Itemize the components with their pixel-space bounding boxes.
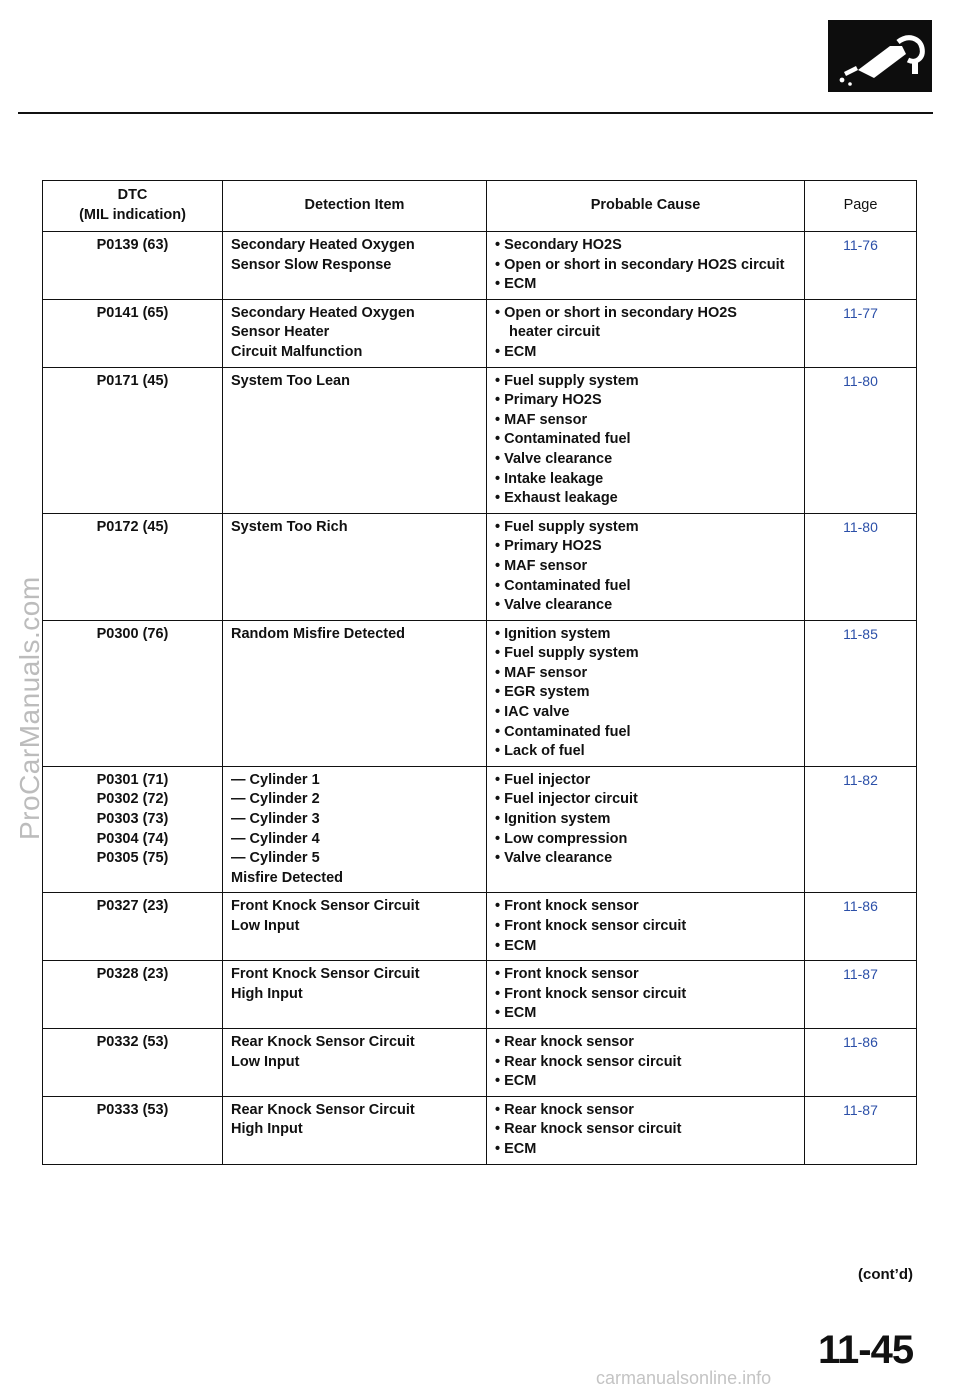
- header-rule: [18, 112, 933, 114]
- probable-cause-line: • ECM: [495, 276, 537, 293]
- page-number: 11-45: [818, 1328, 914, 1372]
- continued-label: (cont’d): [858, 1266, 913, 1283]
- detection-item-cell: [223, 1096, 487, 1164]
- table-row: [43, 893, 917, 961]
- table-row: [43, 1096, 917, 1164]
- dtc-code: P0172 (45): [96, 518, 169, 535]
- probable-cause-line: • Low compression: [495, 830, 628, 847]
- detection-item-cell: [223, 513, 487, 620]
- table-row: [43, 367, 917, 513]
- probable-cause-line: heater circuit: [509, 324, 601, 341]
- dtc-code-cell: [43, 1028, 223, 1096]
- dtc-code-cell: [43, 367, 223, 513]
- probable-cause-line: • IAC valve: [495, 704, 570, 721]
- page-ref-link[interactable]: 11-86: [805, 1028, 917, 1096]
- dtc-code: P0300 (76): [96, 625, 169, 642]
- probable-cause-line: • Fuel injector circuit: [495, 791, 638, 808]
- probable-cause-cell: [487, 232, 805, 300]
- probable-cause-line: • Intake leakage: [495, 470, 604, 487]
- dtc-table: [42, 180, 917, 1165]
- probable-cause-line: • Front knock sensor circuit: [495, 918, 687, 934]
- table-row: [43, 232, 917, 300]
- detection-item-line: Secondary Heated Oxygen: [231, 304, 415, 321]
- probable-cause-line: • Primary HO2S: [495, 392, 602, 409]
- detection-item-cell: [223, 299, 487, 367]
- probable-cause-line: • Fuel injector: [495, 771, 591, 788]
- probable-cause-line: • ECM: [495, 937, 537, 954]
- detection-item-line: Front Knock Sensor Circuit: [231, 966, 420, 983]
- table-header-row: [43, 181, 917, 232]
- probable-cause-line: • Open or short in secondary HO2S circuit: [495, 256, 785, 273]
- dtc-code-cell: [43, 620, 223, 766]
- probable-cause-line: • Rear knock sensor circuit: [495, 1053, 682, 1070]
- probable-cause-line: • Valve clearance: [495, 450, 613, 467]
- table-row: [43, 620, 917, 766]
- probable-cause-line: • ECM: [495, 1140, 537, 1157]
- detection-item-line: Circuit Malfunction: [231, 343, 363, 360]
- table-row: [43, 513, 917, 620]
- header-detection-item: Detection Item: [223, 181, 487, 232]
- dtc-code-cell: [43, 961, 223, 1029]
- dtc-code: P0305 (75): [96, 850, 169, 867]
- detection-item-line: Sensor Heater: [231, 324, 330, 341]
- probable-cause-cell: [487, 961, 805, 1029]
- detection-item-cell: [223, 766, 487, 893]
- table-row: [43, 299, 917, 367]
- detection-item-line: — Cylinder 3: [231, 811, 320, 828]
- dtc-code: P0304 (74): [96, 830, 169, 847]
- detection-item-line: Random Misfire Detected: [231, 625, 406, 642]
- detection-item-line: System Too Lean: [231, 372, 350, 389]
- dtc-code-cell: [43, 232, 223, 300]
- detection-item-line: — Cylinder 1: [231, 771, 320, 788]
- page-ref-link[interactable]: 11-87: [805, 1096, 917, 1164]
- header-dtc: [43, 181, 223, 232]
- probable-cause-line: • Secondary HO2S: [495, 237, 622, 253]
- fuel-nozzle-icon: [828, 20, 932, 92]
- probable-cause-line: • Contaminated fuel: [495, 577, 631, 594]
- probable-cause-cell: [487, 620, 805, 766]
- page-ref-link[interactable]: 11-80: [805, 513, 917, 620]
- probable-cause-cell: [487, 513, 805, 620]
- dtc-code: P0332 (53): [96, 1033, 169, 1050]
- probable-cause-line: • Fuel supply system: [495, 645, 639, 662]
- probable-cause-line: • Rear knock sensor: [495, 1101, 634, 1118]
- dtc-code: P0333 (53): [96, 1101, 169, 1118]
- probable-cause-line: • EGR system: [495, 684, 590, 701]
- page-ref-link[interactable]: 11-87: [805, 961, 917, 1029]
- dtc-code: P0139 (63): [96, 237, 169, 253]
- detection-item-line: Rear Knock Sensor Circuit: [231, 1101, 415, 1118]
- page-ref-link[interactable]: 11-77: [805, 299, 917, 367]
- detection-item-line: High Input: [231, 985, 303, 1002]
- header-dtc-line: (MIL indication): [79, 207, 186, 223]
- probable-cause-cell: [487, 299, 805, 367]
- dtc-table-body: [43, 232, 917, 1165]
- probable-cause-line: • ECM: [495, 1073, 537, 1090]
- probable-cause-line: • Contaminated fuel: [495, 431, 631, 448]
- header-probable-cause: Probable Cause: [487, 181, 805, 232]
- detection-item-line: Low Input: [231, 918, 300, 934]
- detection-item-line: — Cylinder 5: [231, 850, 320, 867]
- probable-cause-line: • Exhaust leakage: [495, 490, 618, 507]
- probable-cause-line: • Primary HO2S: [495, 538, 602, 555]
- detection-item-cell: [223, 1028, 487, 1096]
- dtc-code-cell: [43, 513, 223, 620]
- page-ref-link[interactable]: 11-76: [805, 232, 917, 300]
- dtc-code-cell: [43, 299, 223, 367]
- dtc-code-cell: [43, 893, 223, 961]
- detection-item-line: Low Input: [231, 1053, 300, 1070]
- dtc-code: P0301 (71): [96, 771, 169, 788]
- probable-cause-line: • ECM: [495, 343, 537, 360]
- probable-cause-line: • Rear knock sensor circuit: [495, 1121, 682, 1138]
- detection-item-line: Sensor Slow Response: [231, 256, 392, 273]
- detection-item-line: System Too Rich: [231, 518, 348, 535]
- probable-cause-line: • Fuel supply system: [495, 518, 639, 535]
- header-page: Page: [805, 181, 917, 232]
- probable-cause-line: • Valve clearance: [495, 597, 613, 614]
- detection-item-cell: [223, 367, 487, 513]
- probable-cause-cell: [487, 1028, 805, 1096]
- probable-cause-line: • Ignition system: [495, 811, 611, 828]
- table-row: [43, 766, 917, 893]
- dtc-code: P0303 (73): [96, 811, 169, 828]
- detection-item-line: Rear Knock Sensor Circuit: [231, 1033, 415, 1050]
- detection-item-cell: [223, 232, 487, 300]
- probable-cause-line: • Front knock sensor: [495, 898, 639, 915]
- detection-item-line: — Cylinder 4: [231, 830, 320, 847]
- header-dtc-line: DTC: [117, 187, 148, 204]
- probable-cause-line: • Front knock sensor: [495, 966, 639, 983]
- detection-item-line: Front Knock Sensor Circuit: [231, 898, 420, 915]
- probable-cause-line: • Open or short in secondary HO2S: [495, 304, 737, 321]
- detection-item-cell: [223, 620, 487, 766]
- page-ref-link[interactable]: 11-82: [805, 766, 917, 893]
- probable-cause-line: • Ignition system: [495, 625, 611, 642]
- detection-item-line: High Input: [231, 1121, 303, 1138]
- detection-item-cell: [223, 961, 487, 1029]
- probable-cause-line: • MAF sensor: [495, 664, 588, 681]
- dtc-code-cell: [43, 766, 223, 893]
- detection-item-cell: [223, 893, 487, 961]
- probable-cause-line: • Front knock sensor circuit: [495, 985, 687, 1002]
- probable-cause-cell: [487, 766, 805, 893]
- probable-cause-line: • ECM: [495, 1005, 537, 1022]
- dtc-code-cell: [43, 1096, 223, 1164]
- dtc-code: P0327 (23): [96, 898, 169, 915]
- probable-cause-line: • MAF sensor: [495, 411, 588, 428]
- dtc-code: P0328 (23): [96, 966, 169, 983]
- detection-item-line: — Cylinder 2: [231, 791, 320, 808]
- table-row: [43, 1028, 917, 1096]
- page-ref-link[interactable]: 11-80: [805, 367, 917, 513]
- dtc-code: P0141 (65): [96, 304, 169, 321]
- probable-cause-line: • Lack of fuel: [495, 743, 585, 760]
- probable-cause-cell: [487, 893, 805, 961]
- dtc-code: P0171 (45): [96, 372, 169, 389]
- table-row: [43, 961, 917, 1029]
- page-ref-link[interactable]: 11-86: [805, 893, 917, 961]
- probable-cause-line: • MAF sensor: [495, 557, 588, 574]
- probable-cause-line: • Rear knock sensor: [495, 1033, 634, 1050]
- probable-cause-cell: [487, 367, 805, 513]
- probable-cause-line: • Contaminated fuel: [495, 723, 631, 740]
- side-watermark: ProCarManuals.com: [14, 576, 45, 840]
- probable-cause-cell: [487, 1096, 805, 1164]
- detection-item-line: Misfire Detected: [231, 869, 344, 886]
- footer-watermark: carmanualsonline.info: [596, 1368, 772, 1388]
- page-ref-link[interactable]: 11-85: [805, 620, 917, 766]
- dtc-code: P0302 (72): [96, 791, 169, 808]
- detection-item-line: Secondary Heated Oxygen: [231, 237, 415, 253]
- probable-cause-line: • Fuel supply system: [495, 372, 639, 389]
- probable-cause-line: • Valve clearance: [495, 850, 613, 867]
